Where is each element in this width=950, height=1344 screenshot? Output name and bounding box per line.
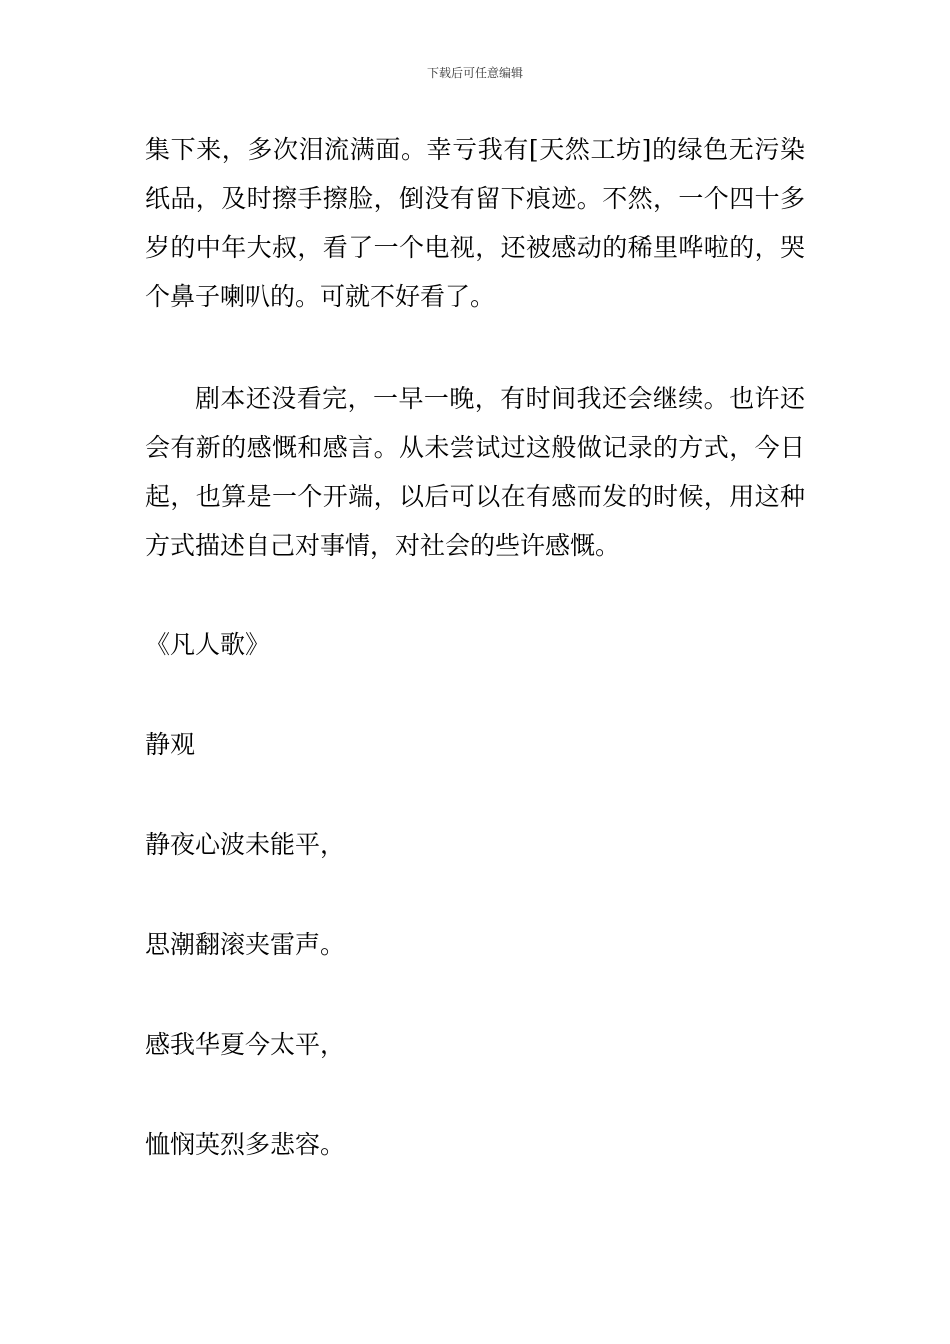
poem-author: 静观 — [145, 730, 196, 759]
paragraph-1: 集下来，多次泪流满面。幸亏我有[天然工坊]的绿色无污染纸品，及时擦手擦脸，倒没有留下痕迹。不然，一个四十多岁的中年大叔，看了一个电视，还被感动的稀里哗啦的，哭个鼻子喇叭的。可就不好看了。 — [145, 135, 805, 311]
poem-line-2: 思潮翻滚夹雷声。 — [145, 930, 346, 959]
poem-line-3: 感我华夏今太平， — [145, 1030, 346, 1059]
poem-line-4: 恤悯英烈多悲容。 — [145, 1130, 346, 1159]
page-header: 下载后可任意编辑 — [426, 66, 523, 80]
poem-title: 《凡人歌》 — [145, 630, 271, 659]
poem-line-1: 静夜心波未能平， — [145, 830, 346, 859]
paragraph-2: 剧本还没看完，一早一晚，有时间我还会继续。也许还会有新的感慨和感言。从未尝试过这般做记录的方式，今日起，也算是一个开端，以后可以在有感而发的时候，用这种方式描述自己对事情，对社会的些许感慨。 — [145, 384, 805, 560]
